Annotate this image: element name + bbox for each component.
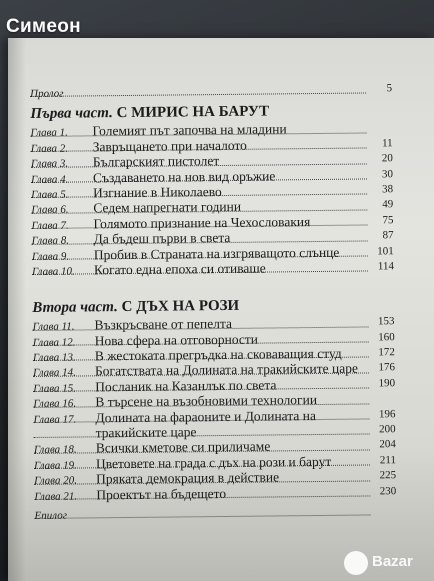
chapter-label: Глава 10. bbox=[31, 265, 75, 278]
page-number: 75 bbox=[382, 213, 394, 227]
part-title: С ДЪХ НА РОЗИ bbox=[121, 298, 240, 316]
chapter-title: Българският пистолет bbox=[92, 153, 220, 170]
chapter-title: Всички кметове си приличаме bbox=[95, 438, 271, 456]
chapter-label: Глава 9. bbox=[31, 250, 70, 263]
chapter-label: Глава 12. bbox=[32, 336, 76, 349]
chapter-title: Големият път започва на младини bbox=[92, 121, 287, 139]
chapter-list bbox=[30, 121, 394, 279]
epilog-label: Епилог bbox=[34, 509, 68, 522]
chapter-text bbox=[34, 454, 331, 472]
part-prefix: Втора част. bbox=[32, 299, 118, 317]
page-number: 230 bbox=[379, 484, 397, 497]
chapter-label: Глава 16. bbox=[33, 397, 77, 411]
chapter-title: Богатствата на Долината на тракийските царе bbox=[94, 361, 359, 379]
page-number: 176 bbox=[378, 361, 396, 374]
chapter-label: Глава 4. bbox=[30, 173, 69, 186]
page-number: 160 bbox=[378, 330, 395, 344]
page-number: 101 bbox=[377, 244, 394, 257]
chapter-text bbox=[32, 316, 232, 333]
chapter-text bbox=[34, 470, 279, 488]
chapter-label: Глава 18. bbox=[33, 443, 77, 457]
chapter-label: Глава 7. bbox=[31, 219, 69, 232]
part-prefix: Първа част. bbox=[30, 105, 113, 123]
chapter-title: Цветовете на града с дъх на рози и барут bbox=[95, 453, 332, 472]
chapter-label: Глава 8. bbox=[31, 234, 70, 248]
chapter-title: Посланик на Казанлък по света bbox=[95, 377, 277, 395]
page-number: 196 bbox=[378, 407, 396, 421]
toc-prolog bbox=[30, 81, 392, 100]
page-number: 211 bbox=[379, 454, 397, 467]
leader-dots bbox=[30, 93, 366, 98]
chapter-text bbox=[31, 214, 310, 232]
chapter-title: Създаването на нов вид оръжие bbox=[92, 167, 276, 185]
page-number: 204 bbox=[379, 438, 396, 451]
chapter-title: Когато една епоха си отиваше bbox=[93, 260, 266, 278]
page-number: 20 bbox=[381, 152, 393, 165]
table-of-contents bbox=[30, 81, 397, 522]
chapter-text bbox=[34, 486, 226, 503]
chapter-label: Глава 1. bbox=[30, 126, 68, 140]
chapter-title: Нова сфера на отговорности bbox=[94, 331, 259, 349]
chapter-label: Глава 2. bbox=[30, 142, 69, 155]
chapter-label: Глава 20. bbox=[34, 474, 78, 488]
page-number: 153 bbox=[377, 315, 395, 328]
chapter-title: Долината на фараоните и Долината на bbox=[95, 407, 316, 425]
chapter-text bbox=[34, 424, 197, 441]
chapter-title: Пряката демокрация в действие bbox=[96, 469, 280, 487]
chapter-list bbox=[32, 314, 396, 502]
chapter-title: Проектът на бъдещето bbox=[96, 485, 227, 502]
chapter-label: Глава 19. bbox=[33, 459, 77, 472]
chapter-text bbox=[32, 230, 231, 247]
chapter-title: тракийските царе bbox=[95, 424, 197, 441]
chapter-label: Глава 5. bbox=[31, 188, 69, 201]
chapter-text bbox=[31, 153, 220, 170]
prolog-label: Пролог bbox=[30, 87, 64, 100]
chapter-title: В жестоката прегръдка на сковаващия студ bbox=[94, 345, 342, 364]
chapter-label: Глава 3. bbox=[30, 157, 69, 171]
bazar-logo bbox=[344, 551, 430, 575]
logo-icon bbox=[344, 551, 368, 575]
part-title: С МИРИС НА БАРУТ bbox=[116, 103, 270, 122]
watermark-text: Симеон bbox=[6, 16, 81, 37]
page-number: 11 bbox=[381, 136, 393, 150]
page-number: 30 bbox=[381, 167, 394, 180]
leader-dots bbox=[35, 515, 371, 520]
chapter-title: Седем напрегнати години bbox=[93, 199, 242, 216]
page-number: 190 bbox=[378, 377, 396, 390]
chapter-label: Глава 17. bbox=[33, 413, 77, 426]
chapter-title: Възкръсване от пепелта bbox=[94, 316, 233, 333]
chapter-title: Голямото признание на Чехословакия bbox=[93, 213, 311, 232]
page-fold-shadow bbox=[8, 38, 26, 581]
page-number: 87 bbox=[382, 229, 394, 242]
chapter-label: Глава 21. bbox=[34, 490, 78, 503]
chapter-title: Пробив в Страната на изгряващото слънце bbox=[93, 244, 340, 262]
chapter-text bbox=[30, 122, 286, 140]
chapter-label: Глава 15. bbox=[33, 382, 77, 395]
chapter-text bbox=[32, 260, 266, 277]
chapter-label: Глава 11. bbox=[32, 320, 75, 334]
chapter-title: Изгнание в Николаево bbox=[93, 183, 222, 201]
page-number: 5 bbox=[386, 82, 393, 95]
chapter-text bbox=[32, 244, 340, 262]
page-number: 114 bbox=[377, 260, 394, 273]
chapter-label: Глава 6. bbox=[31, 203, 69, 217]
page-number: 200 bbox=[379, 423, 396, 436]
chapter-title: Завръщането при началото bbox=[92, 137, 247, 155]
chapter-title: В търсене на възобновими технологии bbox=[95, 392, 318, 410]
chapter-text bbox=[33, 408, 316, 426]
chapter-label: Глава 14. bbox=[32, 367, 76, 380]
chapter-label: Глава 13. bbox=[32, 351, 76, 365]
page-number: 225 bbox=[379, 469, 397, 482]
chapter-text bbox=[31, 199, 241, 216]
page-number: 38 bbox=[382, 183, 394, 196]
logo-text: Bazar bbox=[372, 553, 413, 570]
chapter-text bbox=[31, 168, 276, 186]
chapter-entry bbox=[34, 484, 396, 503]
chapter-title: Да бъдеш първи в света bbox=[93, 230, 231, 247]
page-number: 49 bbox=[382, 198, 394, 211]
page-number: 172 bbox=[378, 346, 395, 359]
